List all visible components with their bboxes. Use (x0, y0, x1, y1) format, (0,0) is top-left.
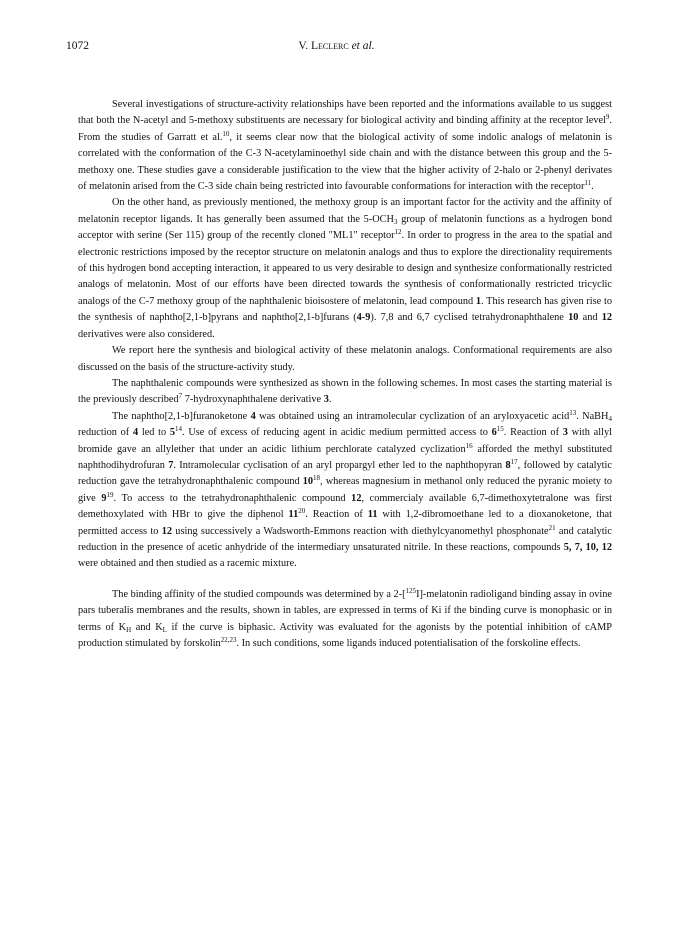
compound-number: 6 (491, 427, 497, 439)
compound-number: 12 (601, 312, 613, 324)
text-run: , commercialy available 6,7-dimethoxytetralone was first demethoxylated with HBr to give the diphenol (78, 492, 612, 521)
reference: 17 (510, 457, 518, 466)
page-number: 1072 (66, 40, 89, 52)
text-run: . Intramolecular cyclisation of an aryl propargyl ether led to the naphthopyran (173, 459, 506, 471)
paragraph-binding-assay (78, 587, 612, 653)
text-run: . NaBH (576, 410, 609, 422)
text-run: and (578, 312, 602, 324)
reference: 15 (496, 425, 504, 434)
compound-number: 1 (475, 295, 482, 307)
reference: 18 (313, 474, 321, 483)
compound-number: 10 (568, 312, 579, 324)
compound-number: 7 (168, 459, 174, 471)
compound-number: 3 (323, 394, 329, 406)
isotope-superscript: 125 (405, 586, 417, 595)
text-run: and K (131, 621, 163, 633)
text-run: On the other hand, as previously mentioned, the methoxy group is an important factor for the activity and the affinity of melatonin receptor ligands. It has generally been assumed that the 5-OCH (78, 197, 612, 225)
text-run: if the curve is biphasic. Activity was evaluated for the agonists by the potential inhibition of cAMP production stimulated by forskolin (78, 621, 612, 649)
text-run: using successively a Wadsworth-Emmons reaction with diethylcyanomethyl phosphonate (172, 525, 549, 537)
text-run: . In order to progress in the area to the spatial and electronic restrictions imposed by the receptor structure on melatonin analogs and thus to explore the directionality requirements of this hydrogen bond accepting interaction, it appeared to us very desirable to design and synthesize conformationally restricted analogs of melatonin. Most of our efforts have been directed towards the synthesis of conformationally restricted tricyclic analogs of the C-7 methoxy group of the naphthalenic bioisostere of melatonin, lead compound (78, 230, 613, 307)
text-run: . Reaction of (503, 427, 563, 439)
text-run: Several investigations of structure-activity relationships have been reported and the informations available to us suggest that both the N-acetyl and 5-methoxy substituents are necessary for biological activity and binding affinity at the receptor level (78, 99, 612, 127)
reference: 9 (605, 113, 610, 122)
reference: 11 (584, 179, 592, 188)
reference: 20 (298, 507, 306, 516)
paragraph-synthesis-details (78, 409, 612, 573)
text-run: 7-hydroxynaphthalene derivative (182, 394, 324, 406)
text-run: group of melatonin functions as a hydrogen bond acceptor with serine (Ser 115) group of the recently cloned "ML1" receptor (78, 213, 612, 242)
text-run: . Reaction of (305, 509, 368, 521)
paragraph-synthesis-intro (78, 376, 612, 409)
text-run: The naphthalenic compounds were synthesized as shown in the following schemes. In most cases the starting material is the previously described (78, 377, 612, 406)
text-run: , whereas magnesium in methanol only reduced the pyranic moiety to give (78, 476, 612, 504)
text-run: , followed by catalytic reduction gave the tetrahydronaphthalenic compound (78, 459, 612, 488)
compound-number: 4 (132, 427, 139, 439)
compound-number: 10 (302, 476, 314, 488)
text-run: The binding affinity of the studied compounds was determined by a 2-[ (112, 588, 406, 600)
text-run: I]-melatonin radioligand binding assay in ovine pars tuberalis membranes and the results, shown in tables, are expressed in terms of Ki if the binding curve is monophasic or in terms of K (78, 588, 612, 633)
compound-number: 11 (288, 509, 299, 521)
text-run: ). 7,8 and 6,7 cyclised tetrahydronaphthalene (370, 312, 569, 324)
text-run: . (591, 181, 594, 193)
text-run: . (328, 394, 332, 406)
text-run: . In such conditions, some ligands induced potentialisation of the forskoline effects. (236, 638, 581, 649)
reference: 21 (548, 523, 556, 532)
compound-number: 4-9 (356, 312, 371, 324)
text-run: . This research has given rise to the synthesis of naphtho[2,1-b]pyrans and naphtho[2,1-b]furans ( (78, 295, 612, 324)
compound-number: 11 (367, 509, 378, 521)
body-text (78, 97, 612, 652)
reference: 16 (465, 441, 473, 450)
reference: 13 (569, 408, 577, 417)
running-header (66, 40, 607, 56)
running-head-author (66, 40, 607, 52)
reference: 10 (222, 129, 230, 138)
subscript: 4 (608, 414, 612, 423)
text-run: , it seems clear now that the biological activity of some indolic analogs of melatonin is correlated with the conformation of the C-3 N-acetylaminoethyl side chain and with the distance between this group and the 5-methoxy one. These studies gave a considerable justification to the view that the higher activity of 2-halo or 2-phenyl derivates of melatonin arised from the C-3 side chain being restricted into favourable conformations for interaction with the receptor (78, 131, 612, 193)
text-run: and catalytic reduction in the presence of acetic anhydride of the intermediary unsaturated nitrile. In these reactions, compounds (78, 525, 612, 553)
compound-number: 5, 7, 10, 12 (563, 541, 612, 553)
compound-number: 4 (250, 410, 256, 422)
subscript: 3 (394, 217, 398, 226)
paragraph-methoxy-group (78, 195, 612, 343)
text-run: led to (138, 427, 170, 439)
et-al: et al. (351, 40, 375, 52)
text-run: We report here the synthesis and biological activity of these melatonin analogs. Conformational requirements are also discussed on the basis of the structure-activity study. (78, 345, 612, 373)
compound-number: 5 (169, 427, 176, 439)
subscript: L (162, 625, 167, 634)
text-run: were obtained and then studied as a racemic mixture. (78, 558, 297, 570)
text-run: with allyl bromide gave an allylether that under an acidic lithium perchlorate catalyzed cyclization (78, 427, 612, 455)
text-run: . Use of excess of reducing agent in acidic medium permitted access to (182, 427, 492, 439)
compound-number: 9 (101, 492, 107, 504)
text-run: was obtained using an intramolecular cyclization of an aryloxyacetic acid (255, 410, 570, 422)
compound-number: 12 (161, 525, 172, 537)
reference: 14 (175, 425, 183, 434)
reference: 7 (178, 392, 183, 401)
reference: 22,23 (220, 636, 237, 644)
text-run: The naphtho[2,1-b]furanoketone (112, 410, 251, 422)
text-run: . To access to the tetrahydronaphthalenic compound (113, 492, 352, 504)
author-name: V. Leclerc (298, 40, 349, 52)
text-run: derivatives were also considered. (78, 328, 215, 340)
text-run: with 1,2-dibromoethane led to a dioxanoketone, that permitted access to (78, 509, 612, 537)
subscript: H (126, 625, 132, 634)
paragraph-sar-overview (78, 97, 612, 195)
compound-number: 8 (505, 459, 511, 471)
text-run: . From the studies of Garratt et al. (78, 115, 612, 143)
compound-number: 3 (562, 427, 568, 439)
paragraph-report-intro (78, 343, 612, 376)
compound-number: 12 (351, 492, 362, 504)
text-run: afforded the methyl substituted naphthodihydrofuran (78, 443, 612, 471)
reference: 19 (106, 490, 114, 499)
reference: 12 (394, 228, 402, 237)
text-run: reduction of (78, 427, 133, 439)
